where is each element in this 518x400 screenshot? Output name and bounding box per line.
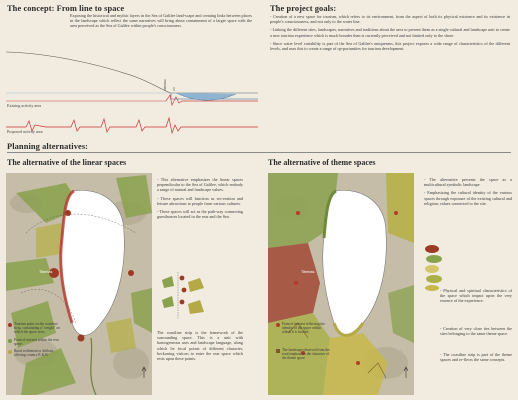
linear-text-para: - This alternative emphasizes the linear spaces perpendicular to the Sea of Galilee, which embody a range of natural and landscape values.: [157, 177, 243, 193]
map-city-label: Tiberias: [301, 270, 315, 274]
goal-item: - Linking the different sites, landscapes, narratives and traditions about the area to present them as a single cultural and landscape unit to create a new tourism experience which is much broader than is currently perceived and not limited only to the shore.: [270, 27, 510, 38]
theme-text-physical: - Physical and spiritual characteristics of the space which impact upon the very essence of the experience.: [440, 288, 512, 304]
goal-item: - Creation of a new space for tourism, which refers to its environment, from the aspect of both its physical existence and its existence in people's consciousness, and not only to the water line.: [270, 14, 510, 25]
rural-settlement-icon: [8, 350, 12, 354]
legend-item: Rural settlement or kibbutz offering country R & B.: [14, 349, 54, 358]
theme-text: [424, 177, 512, 209]
tourism-point-icon: [8, 323, 12, 327]
svg-text:ABCDEF: ABCDEF: [163, 78, 167, 91]
theme-symbol-icons: [424, 244, 454, 292]
goals-list: [270, 14, 510, 54]
planning-title: Planning alternatives:: [7, 142, 89, 151]
legend-item: The landscape observed from the road emphasizes the character of the theme space: [282, 348, 330, 361]
concept-section-diagram: [6, 45, 258, 135]
goal-item: - Since water level variability is part of the Sea of Galilee's uniqueness, this project exposes a wide range of characteristics of the different levels, and uses this to create a range of op-portunities for tourism development.: [270, 40, 510, 52]
map-city-label: Tiberias: [39, 270, 53, 274]
concept-text: Exposing the historical and mythic layers in the Sea of Galilee land-scape and creating links between places in the landscape which reflect the same narratives will bring about containment of a larger space with the area perceived as the Sea of Galilee within people's consciousness.: [70, 13, 252, 29]
linear-coastline-text: The coastline strip is the framework of the surrounding space. This is a unit with homogeneous uses and landscape language, along which lie focal points of different character, beckoning visitors to enter the rear space which rests upon these points.: [157, 330, 243, 362]
interest-point-icon: [276, 323, 280, 327]
linear-text-para: - These spaces will act as the path-way connecting guesthouses located in the rear and the Sea.: [157, 209, 243, 220]
planning-rule: [7, 152, 511, 153]
theme-text-para: - The alternative presents the space as a multicultural symbolic landscape: [424, 177, 512, 188]
theme-legend: [276, 322, 336, 378]
legend-item: Point of interest reflecting the identity of the space within which it is located.: [282, 322, 325, 335]
linear-title: The alternative of the linear spaces: [7, 158, 127, 167]
concept-title: The concept: From line to space: [7, 4, 125, 13]
theme-text-coastline: - The coastline strip is part of the theme spaces and re-flects the same concepts.: [440, 352, 512, 363]
goals-title: The project goals:: [270, 4, 337, 13]
legend-item: Point of interest within the rear space.: [14, 338, 59, 347]
linear-text-para: - These spaces will function as rec-reation and leisure attractions to people from various cultures.: [157, 195, 243, 206]
linear-legend: [8, 322, 64, 365]
linear-text: [157, 177, 243, 222]
theme-text-ties: - Creation of very close ties between the sites belonging to the same theme space.: [440, 326, 512, 337]
legend-item: Tourism point on the coastline strip, constituting a "weight" on which the space rests.: [14, 322, 60, 335]
theme-title: The alternative of theme spaces: [268, 158, 376, 167]
linear-section-sketches: [160, 272, 208, 318]
theme-text-para: - Emphasizing the cultural identity of the various spaces through exposure of the existing cultural and religious values connected to the site.: [424, 190, 512, 206]
road-view-icon: [276, 349, 280, 353]
interest-point-icon: [8, 339, 12, 343]
existing-activity-label: Existing activity area: [7, 103, 41, 108]
proposed-activity-label: Proposed activity area: [7, 129, 43, 134]
